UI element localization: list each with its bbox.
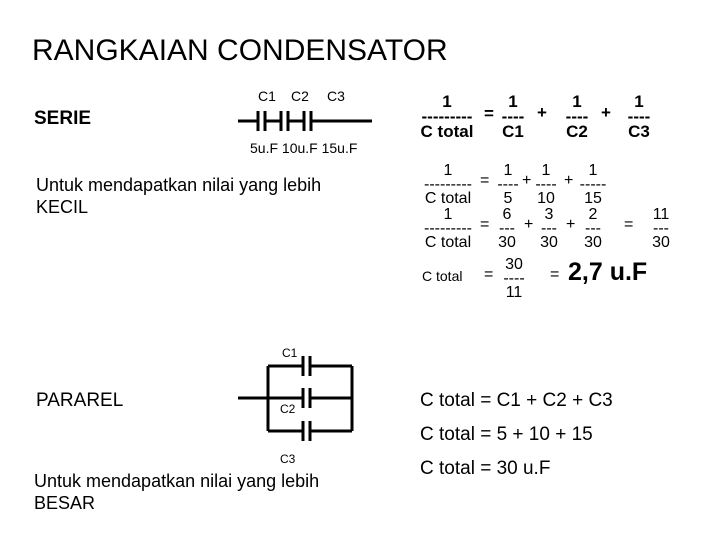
calc3-fraction: 30 ---- 11 xyxy=(503,256,525,301)
pararel-description-line1: Untuk mendapatkan nilai yang lebih xyxy=(34,471,320,491)
formula-term-c3: 1 ---- C3 xyxy=(627,92,651,141)
calc1-plus-1: + xyxy=(522,172,532,189)
pararel-cap-label-c1: C1 xyxy=(282,346,298,360)
calc3-equals-2: = xyxy=(550,266,560,283)
calc2-lhs: 1 --------- C total xyxy=(424,206,472,251)
calc1-term-5: 1 ---- 5 xyxy=(497,162,519,207)
serie-description-line1: Untuk mendapatkan nilai yang lebih xyxy=(36,175,322,195)
calc1-term-15: 1 ----- 15 xyxy=(579,162,607,207)
formula-plus-2: + xyxy=(601,103,611,122)
calc-result-value: 2,7 u.F xyxy=(568,258,648,286)
formula-plus-1: + xyxy=(537,103,547,122)
serie-label: SERIE xyxy=(34,108,92,129)
serie-circuit-wires xyxy=(238,111,372,131)
calc2-term-3: 3 --- 30 xyxy=(540,206,558,251)
pararel-formula-line2: C total = 5 + 10 + 15 xyxy=(420,424,593,445)
formula-term-c2: 1 ---- C2 xyxy=(565,92,589,141)
formula-lhs xyxy=(416,92,478,142)
calc2-equals-2: = xyxy=(624,216,634,233)
calc3-equals: = xyxy=(484,266,494,283)
calc1-term-10: 1 ---- 10 xyxy=(535,162,557,207)
calc2-equals: = xyxy=(480,216,490,233)
formula-term-c1: 1 ---- C1 xyxy=(501,92,525,141)
serie-cap-values: 5u.F 10u.F 15u.F xyxy=(250,140,358,156)
calc3-lhs: C total xyxy=(422,268,463,284)
calc2-plus-1: + xyxy=(524,216,534,233)
calc1-lhs: 1 --------- C total xyxy=(424,162,472,207)
pararel-cap-label-c2: C2 xyxy=(280,402,296,416)
serie-cap-label-c3: C3 xyxy=(327,88,345,104)
pararel-circuit-wires xyxy=(238,356,352,441)
calc1-equals: = xyxy=(480,172,490,189)
calc2-plus-2: + xyxy=(566,216,576,233)
pararel-description-line2: BESAR xyxy=(34,493,96,513)
page-title: RANGKAIAN CONDENSATOR xyxy=(32,34,448,67)
pararel-cap-label-c3: C3 xyxy=(280,452,296,466)
calc2-result-fraction: 11 --- 30 xyxy=(652,206,670,251)
calc2-term-2: 2 --- 30 xyxy=(584,206,602,251)
formula-lhs-bar: --------- xyxy=(421,107,473,126)
calc2-term-6: 6 --- 30 xyxy=(498,206,516,251)
serie-description-line2: KECIL xyxy=(36,197,89,217)
formula-equals: = xyxy=(484,104,494,123)
serie-cap-label-c2: C2 xyxy=(291,88,309,104)
pararel-formula-line1: C total = C1 + C2 + C3 xyxy=(420,390,613,411)
calc1-plus-2: + xyxy=(564,172,574,189)
pararel-formula-line3: C total = 30 u.F xyxy=(420,458,551,479)
serie-cap-label-c1: C1 xyxy=(258,88,276,104)
formula-lhs-den: C total xyxy=(420,122,474,141)
pararel-label: PARAREL xyxy=(36,390,124,411)
formula-lhs-num: 1 xyxy=(442,92,452,111)
